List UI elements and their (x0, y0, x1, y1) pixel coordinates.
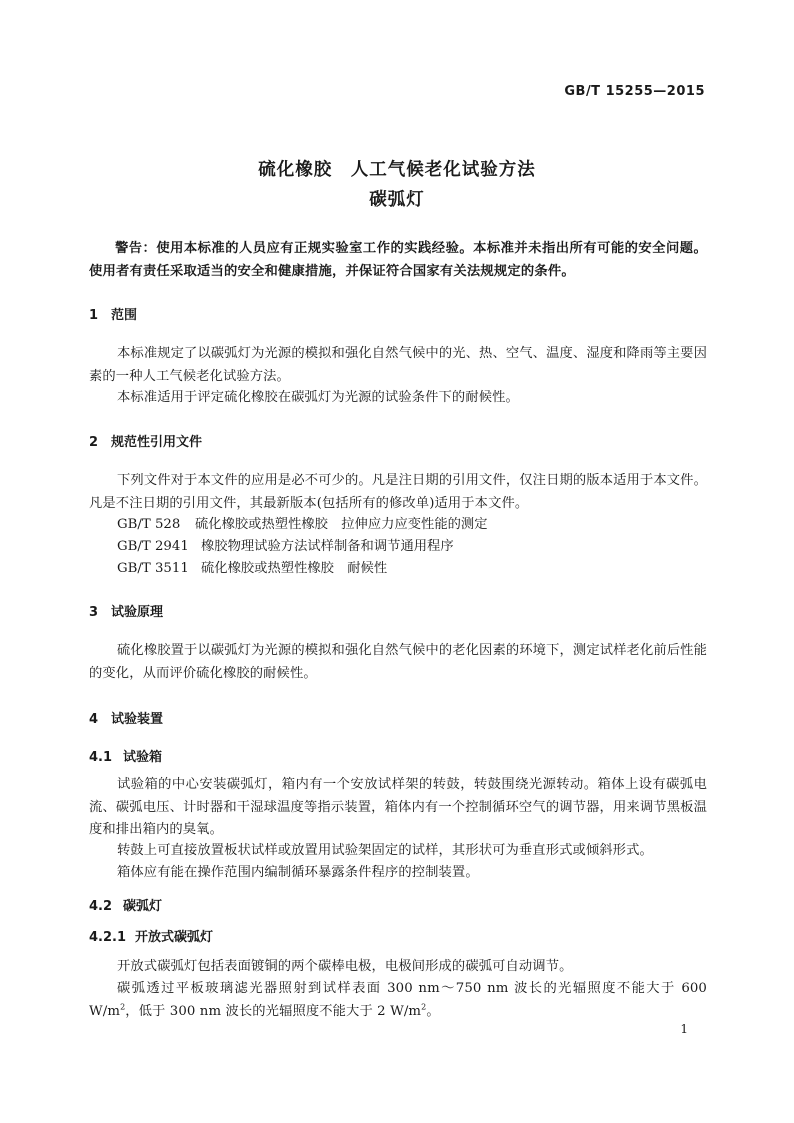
reference-title: 硫化橡胶或热塑性橡胶 耐候性 (201, 561, 388, 576)
section-number: 4.2 (89, 899, 113, 914)
section-3-paragraph: 硫化橡胶置于以碳弧灯为光源的模拟和强化自然气候中的老化因素的环境下，测定试样老化前后性能的变化，从而评价硫化橡胶的耐候性。 (89, 643, 707, 681)
section-title: 规范性引用文件 (111, 435, 203, 450)
page-number: 1 (680, 1022, 688, 1036)
section-4-2-1-paragraph: 开放式碳弧灯包括表面镀铜的两个碳棒电极，电极间形成的碳弧可自动调节。 (117, 959, 573, 974)
section-2-intro: 下列文件对于本文件的应用是必不可少的。凡是注日期的引用文件，仅注日期的版本适用于本文件。凡是不注日期的引用文件，其最新版本(包括所有的修改单)适用于本文件。 (89, 473, 707, 511)
section-4-1-paragraph: 箱体应有能在操作范围内编制循环暴露条件程序的控制装置。 (117, 865, 479, 880)
reference-item (117, 514, 488, 537)
section-number: 2 (89, 435, 99, 450)
reference-code: GB/T 528 (117, 517, 181, 532)
standard-code: GB/T 15255—2015 (564, 84, 705, 99)
section-4-heading (89, 708, 163, 727)
section-4-2-1-heading (89, 926, 213, 945)
reference-title: 橡胶物理试验方法试样制备和调节通用程序 (201, 539, 454, 554)
reference-item (117, 558, 387, 581)
section-title: 碳弧灯 (123, 899, 163, 914)
section-number: 4 (89, 712, 99, 727)
section-title: 试验箱 (123, 750, 163, 765)
reference-item (117, 536, 454, 559)
section-title: 范围 (111, 308, 138, 323)
section-2-heading (89, 431, 202, 450)
section-number: 4.2.1 (89, 930, 127, 945)
section-1-paragraph: 本标准适用于评定硫化橡胶在碳弧灯为光源的试验条件下的耐候性。 (117, 390, 519, 405)
reference-code: GB/T 3511 (117, 561, 189, 576)
section-number: 1 (89, 308, 99, 323)
section-4-1-paragraph: 试验箱的中心安装碳弧灯，箱内有一个安放试样架的转鼓，转鼓围绕光源转动。箱体上设有碳弧电流、碳弧电压、计时器和干湿球温度等指示装置，箱体内有一个控制循环空气的调节器，用来调节黑板温度和排出箱内的臭氧。 (89, 777, 707, 837)
safety-warning: 警告：使用本标准的人员应有正规实验室工作的实践经验。本标准并未指出所有可能的安全问题。使用者有责任采取适当的安全和健康措施，并保证符合国家有关法规规定的条件。 (89, 241, 707, 279)
section-4-2-heading (89, 895, 162, 914)
text-run: ，低于 300 nm 波长的光辐照度不能大于 2 W/m (125, 1003, 422, 1019)
section-1-paragraph: 本标准规定了以碳弧灯为光源的模拟和强化自然气候中的光、热、空气、温度、湿度和降雨等主要因素的一种人工气候老化试验方法。 (89, 346, 707, 384)
section-title: 试验原理 (111, 605, 164, 620)
section-title: 试验装置 (111, 712, 164, 727)
reference-title: 硫化橡胶或热塑性橡胶 拉伸应力应变性能的测定 (195, 517, 488, 532)
superscript: 2 (421, 1002, 427, 1012)
section-4-1-heading (89, 746, 162, 765)
text-run: 碳弧透过平板玻璃滤光器照射到试样表面 300 nm～750 nm 波长的光辐照度不能大于 600 W/m (89, 981, 707, 1019)
section-number: 4.1 (89, 750, 113, 765)
section-4-1-paragraph: 转鼓上可直接放置板状试样或放置用试验架固定的试样，其形状可为垂直形式或倾斜形式。 (117, 843, 653, 858)
document-subtitle: 碳弧灯 (369, 190, 425, 210)
document-title: 硫化橡胶 人工气候老化试验方法 (258, 160, 536, 180)
reference-code: GB/T 2941 (117, 539, 189, 554)
section-number: 3 (89, 605, 99, 620)
text-run: 。 (426, 1003, 440, 1019)
superscript: 2 (120, 1002, 126, 1012)
section-title: 开放式碳弧灯 (135, 930, 214, 945)
section-3-heading (89, 601, 163, 620)
section-1-heading (89, 304, 137, 323)
section-4-2-1-paragraph (89, 978, 707, 1023)
